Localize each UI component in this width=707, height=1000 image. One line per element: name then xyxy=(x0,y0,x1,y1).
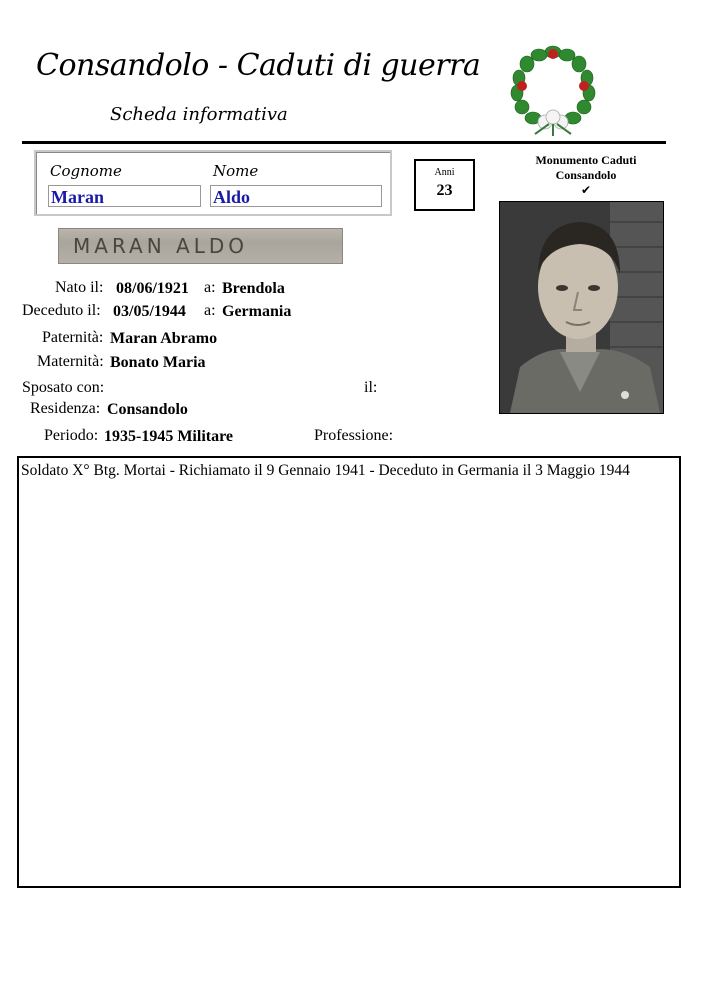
name-panel xyxy=(34,150,392,216)
plate-text: MARAN ALDO xyxy=(73,234,248,258)
page-subtitle: Scheda informativa xyxy=(110,104,288,125)
nato-label: Nato il: xyxy=(55,279,104,296)
professione-label: Professione: xyxy=(314,427,394,444)
age-box xyxy=(414,159,475,211)
cognome-label: Cognome xyxy=(50,162,122,180)
periodo-value: 1935-1945 Militare xyxy=(104,428,234,445)
paternita-label: Paternità: xyxy=(42,329,104,346)
monument-line1: Monumento Caduti xyxy=(535,153,637,167)
deceduto-a-label: a: xyxy=(204,302,216,319)
wreath-icon xyxy=(505,42,601,138)
maternita-value: Bonato Maria xyxy=(110,354,206,371)
age-value: 23 xyxy=(436,182,453,199)
memorial-plate-image xyxy=(58,228,343,264)
maternita-label: Maternità: xyxy=(37,353,104,370)
nome-field[interactable]: Aldo xyxy=(210,185,382,207)
age-label: Anni xyxy=(434,167,455,178)
monument-checkmark-icon[interactable]: ✔ xyxy=(580,183,592,197)
residenza-label: Residenza: xyxy=(30,400,101,417)
residenza-value: Consandolo xyxy=(107,401,188,418)
nato-date: 08/06/1921 xyxy=(116,280,189,297)
monument-indicator xyxy=(515,153,657,198)
page-title: Consandolo - Caduti di guerra xyxy=(36,48,481,83)
deceduto-place: Germania xyxy=(222,303,292,320)
deceduto-date: 03/05/1944 xyxy=(113,303,186,320)
monument-line2: Consandolo xyxy=(555,168,617,182)
portrait-photo xyxy=(499,201,664,414)
notes-text: Soldato X° Btg. Mortai - Richiamato il 9 Gennaio 1941 - Deceduto in Germania il 3 Maggio 1944 xyxy=(21,462,630,479)
paternita-value: Maran Abramo xyxy=(110,330,218,347)
periodo-label: Periodo: xyxy=(44,427,99,444)
sposato-il-label: il: xyxy=(364,379,378,396)
cognome-field[interactable]: Maran xyxy=(48,185,201,207)
header-rule xyxy=(22,141,666,144)
deceduto-label: Deceduto il: xyxy=(22,302,101,319)
nato-place: Brendola xyxy=(222,280,285,297)
notes-box xyxy=(17,456,681,888)
nome-label: Nome xyxy=(213,162,259,180)
nato-a-label: a: xyxy=(204,279,216,296)
sposato-label: Sposato con: xyxy=(22,379,105,396)
